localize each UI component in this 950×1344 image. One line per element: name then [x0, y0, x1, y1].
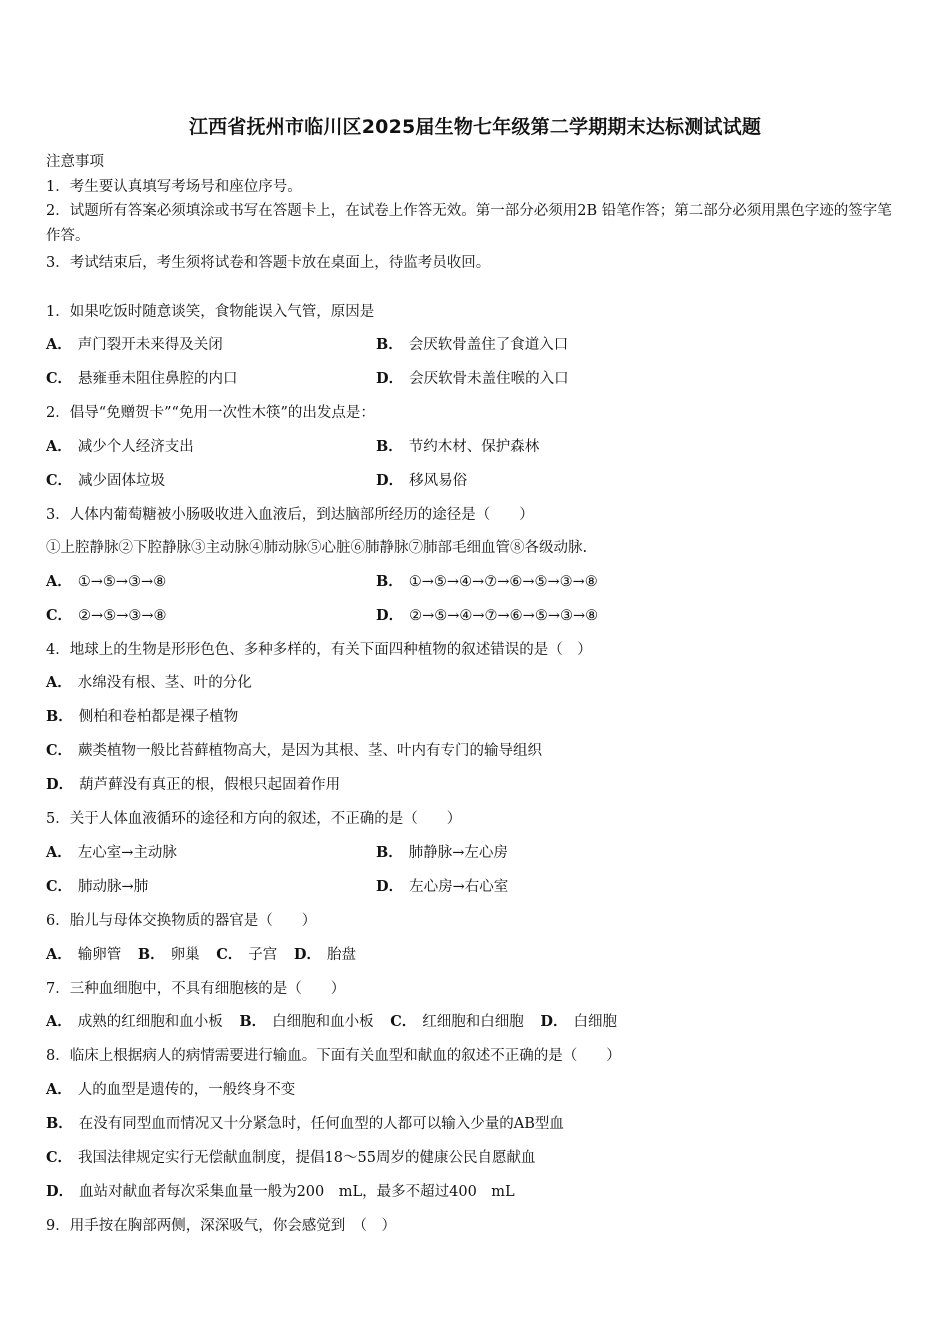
- notice-item-1: 1．考生要认真填写考场号和座位序号。: [46, 179, 302, 195]
- option-letter: D．: [46, 776, 74, 793]
- option-text: 声门裂开未来得及关闭: [77, 337, 223, 353]
- option-text: ②→⑤→④→⑦→⑥→⑤→③→⑧: [409, 608, 599, 624]
- option-letter: A．: [46, 946, 72, 963]
- option-text: 红细胞和白细胞: [422, 1014, 524, 1030]
- q4-option-d: [46, 775, 340, 795]
- q8-option-b: [46, 1114, 564, 1134]
- q5-option-d: [376, 877, 508, 897]
- question-2-stem: 2．倡导“免赠贺卡”“免用一次性木筷”的出发点是：: [46, 405, 375, 421]
- option-letter: C．: [46, 1149, 73, 1166]
- option-text: 卵巢: [170, 947, 200, 963]
- q1-option-a: [46, 335, 223, 355]
- q3-option-c: [46, 606, 167, 626]
- q6-options: [46, 945, 368, 965]
- option-letter: A．: [46, 438, 72, 455]
- q5-option-c: [46, 877, 148, 897]
- q2-option-a: [46, 437, 194, 457]
- option-letter: A．: [46, 844, 72, 861]
- q4-option-c: [46, 741, 542, 761]
- option-text: 肺动脉→肺: [78, 879, 149, 895]
- option-letter: B．: [376, 438, 403, 455]
- option-text: 肺静脉→左心房: [408, 845, 508, 861]
- option-letter: B．: [46, 1115, 73, 1132]
- option-letter: C．: [390, 1013, 417, 1030]
- notice-item-3: 3．考试结束后，考生须将试卷和答题卡放在桌面上，待监考员收回。: [46, 255, 491, 271]
- q4-option-b: [46, 707, 238, 727]
- option-text: 减少个人经济支出: [77, 439, 194, 455]
- option-letter: D．: [376, 607, 404, 624]
- option-text: 成熟的红细胞和血小板: [77, 1014, 223, 1030]
- option-letter: B．: [137, 946, 165, 963]
- question-5-stem: 5．关于人体血液循环的途径和方向的叙述，不正确的是（ ）: [46, 811, 462, 827]
- option-letter: C．: [46, 370, 73, 387]
- q1-option-d: [376, 369, 569, 389]
- option-letter: A．: [46, 573, 72, 590]
- option-letter: A．: [46, 674, 72, 691]
- question-7-stem: 7．三种血细胞中，不具有细胞核的是（ ）: [46, 981, 346, 997]
- option-text: 移风易俗: [409, 473, 468, 489]
- option-text: 白细胞和血小板: [272, 1014, 374, 1030]
- option-letter: C．: [46, 607, 73, 624]
- option-letter: A．: [46, 1081, 72, 1098]
- option-letter: A．: [46, 1013, 72, 1030]
- option-text: 左心室→主动脉: [77, 845, 177, 861]
- option-text: 侧柏和卷柏都是裸子植物: [78, 709, 239, 725]
- notice-heading: 注意事项: [46, 154, 104, 170]
- q8-option-d: [46, 1182, 515, 1202]
- q3-option-a: [46, 572, 166, 592]
- option-letter: D．: [376, 370, 404, 387]
- q7-option-c: [390, 1014, 524, 1030]
- q7-option-a: [46, 1014, 223, 1030]
- q6-option-a: [46, 947, 121, 963]
- q6-option-c: [216, 947, 277, 963]
- page-title: 江西省抚州市临川区2025届生物七年级第二学期期末达标测试试题: [188, 116, 762, 138]
- question-4-stem: 4．地球上的生物是形形色色、多种多样的，有关下面四种植物的叙述错误的是（ ）: [46, 642, 592, 658]
- q2-option-b: [376, 437, 539, 457]
- option-text: 葫芦藓没有真正的根，假根只起固着作用: [79, 777, 341, 793]
- option-text: 子宫: [248, 947, 278, 963]
- option-text: ②→⑤→③→⑧: [78, 608, 167, 624]
- q5-option-a: [46, 843, 177, 863]
- option-text: 蕨类植物一般比苔藓植物高大，是因为其根、茎、叶内有专门的输导组织: [78, 743, 543, 759]
- option-text: 输卵管: [77, 947, 122, 963]
- option-text: 人的血型是遗传的，一般终身不变: [77, 1082, 296, 1098]
- question-3-stem: 3．人体内葡萄糖被小肠吸收进入血液后，到达脑部所经历的途径是（ ）: [46, 507, 534, 523]
- q2-option-c: [46, 471, 165, 491]
- option-text: ①→⑤→④→⑦→⑥→⑤→③→⑧: [408, 574, 598, 590]
- q7-options: [46, 1012, 629, 1032]
- option-text: ①→⑤→③→⑧: [77, 574, 167, 590]
- option-letter: D．: [540, 1013, 568, 1030]
- q5-option-b: [376, 843, 508, 863]
- option-text: 减少固体垃圾: [78, 473, 166, 489]
- option-letter: A．: [46, 336, 72, 353]
- q1-option-b: [376, 335, 568, 355]
- option-text: 在没有同型血而情况又十分紧急时，任何血型的人都可以输入少量的AB型血: [78, 1116, 564, 1132]
- question-8-stem: 8．临床上根据病人的病情需要进行输血。下面有关血型和献血的叙述不正确的是（ ）: [46, 1048, 621, 1064]
- option-text: 悬雍垂未阻住鼻腔的内口: [78, 371, 238, 387]
- q3-option-d: [376, 606, 598, 626]
- option-letter: B．: [376, 844, 403, 861]
- q2-option-d: [376, 471, 467, 491]
- q6-option-b: [138, 947, 200, 963]
- option-letter: D．: [46, 1183, 74, 1200]
- q7-option-b: [239, 1014, 373, 1030]
- option-text: 我国法律规定实行无偿献血制度，提倡18～55周岁的健康公民自愿献血: [78, 1150, 536, 1166]
- q7-option-d: [540, 1014, 617, 1030]
- q1-option-c: [46, 369, 238, 389]
- option-letter: D．: [376, 878, 404, 895]
- option-text: 白细胞: [573, 1014, 617, 1030]
- option-letter: B．: [376, 573, 403, 590]
- option-text: 会厌软骨盖住了食道入口: [408, 337, 569, 353]
- q3-option-b: [376, 572, 598, 592]
- option-text: 胎盘: [326, 947, 356, 963]
- question-6-stem: 6．胎儿与母体交换物质的器官是（ ）: [46, 913, 317, 929]
- option-letter: C．: [46, 878, 73, 895]
- option-letter: B．: [46, 708, 73, 725]
- option-text: 水绵没有根、茎、叶的分化: [77, 675, 252, 691]
- option-text: 左心房→右心室: [409, 879, 509, 895]
- q4-option-a: [46, 673, 252, 693]
- option-text: 血站对献血者每次采集血量一般为200 mL，最多不超过400 mL: [79, 1184, 515, 1200]
- question-3-extra: ①上腔静脉②下腔静脉③主动脉④肺动脉⑤心脏⑥肺静脉⑦肺部毛细血管⑧各级动脉.: [46, 540, 588, 556]
- option-letter: C．: [46, 472, 73, 489]
- option-letter: B．: [239, 1013, 267, 1030]
- q6-option-d: [294, 947, 356, 963]
- q8-option-a: [46, 1080, 295, 1100]
- q8-option-c: [46, 1148, 535, 1168]
- option-letter: D．: [293, 946, 321, 963]
- question-1-stem: 1．如果吃饭时随意谈笑，食物能误入气管，原因是: [46, 304, 375, 320]
- option-letter: C．: [216, 946, 243, 963]
- option-text: 会厌软骨未盖住喉的入口: [409, 371, 569, 387]
- option-text: 节约木材、保护森林: [408, 439, 540, 455]
- option-letter: D．: [376, 472, 404, 489]
- option-letter: B．: [376, 336, 403, 353]
- option-letter: C．: [46, 742, 73, 759]
- question-9-stem: 9．用手按在胸部两侧，深深吸气，你会感觉到 （ ）: [46, 1218, 396, 1234]
- notice-item-2: 2．试题所有答案必须填涂或书写在答题卡上，在试卷上作答无效。第一部分必须用2B 铅笔作答；第二部分必须用黑色字迹的签字笔作答。: [46, 203, 892, 244]
